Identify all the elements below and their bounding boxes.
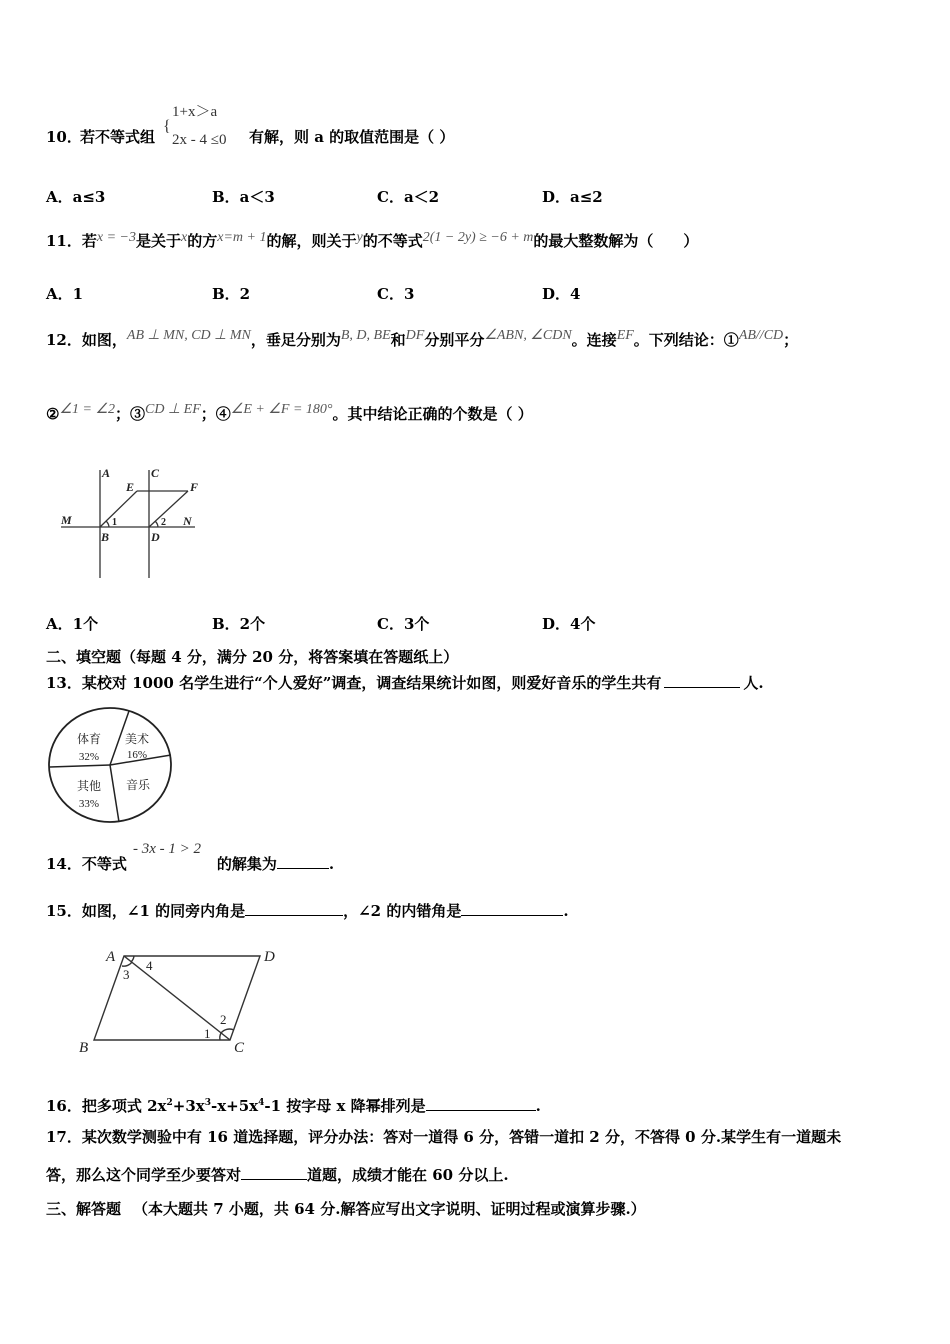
q10-suffix: 有解，则 a 的取值范围是（ ） <box>249 128 455 146</box>
q15-figure <box>74 942 286 1058</box>
label-angle-2: 2 <box>161 517 166 528</box>
q16-sup-1: 2 <box>166 1098 173 1108</box>
q11-math-5: 2(1 − 2y) ≥ −6 + m <box>422 230 534 245</box>
q12-text-5: 。连接 <box>571 331 617 349</box>
q11-option-a: A．1 <box>46 285 84 303</box>
q12-text-6: 。下列结论：① <box>633 331 739 349</box>
label-b: B <box>79 1040 89 1056</box>
pie-pct-sports: 32% <box>78 751 100 763</box>
q10-prefix: 若不等式组 <box>80 128 156 146</box>
q13 <box>46 673 764 692</box>
q11-text-4: 的解，则关于 <box>266 232 357 250</box>
q17-text-2b: 道题，成绩才能在 60 分以上. <box>307 1166 509 1184</box>
q12-math-6: AB//CD <box>738 328 784 343</box>
label-n: N <box>183 514 192 528</box>
q14-end: . <box>328 855 335 873</box>
q10-inequality-2: 2x - 4 ≤0 <box>172 132 227 148</box>
q11-math-1: x = −3 <box>96 230 136 245</box>
q10-option-b: B．a＜3 <box>212 188 275 206</box>
q12-math-5: EF <box>616 328 634 343</box>
q12-text-3: 和 <box>390 331 406 349</box>
q16-text-4: -1 按字母 x 降幂排列是 <box>264 1097 426 1115</box>
label-f: F <box>190 480 199 494</box>
q12-text-11: 。其中结论正确的个数是（ ） <box>332 405 533 423</box>
q12-math-8: ∠1 = ∠2 <box>59 402 116 417</box>
angle-1-arc <box>106 521 109 527</box>
q15 <box>46 901 569 920</box>
q11-text-3: 的方 <box>187 232 218 250</box>
q10-number: 10． <box>46 128 82 146</box>
q14-math: - 3x - 1 > 2 <box>133 841 202 857</box>
label-c: C <box>151 466 160 480</box>
q13-number: 13． <box>46 674 82 692</box>
label-angle-1: 1 <box>204 1026 211 1041</box>
pie-label-sports: 体育 <box>76 732 102 746</box>
q12-line-1 <box>46 328 799 351</box>
q10-option-d: D．a≤2 <box>542 188 603 206</box>
q11-math-2: x <box>181 230 188 245</box>
q11-text-5: 的不等式 <box>362 232 423 250</box>
label-d: D <box>151 530 160 544</box>
q13-pie-chart <box>46 705 178 825</box>
q12-number: 12． <box>46 331 82 349</box>
pie-label-art: 美术 <box>124 732 150 746</box>
q16-end: . <box>535 1097 541 1115</box>
q16-text-3: -x+5x <box>210 1097 259 1115</box>
q10-option-a: A．a≤3 <box>46 188 106 206</box>
q12-text-1: 如图， <box>81 331 127 349</box>
q12-option-d: D．4个 <box>542 615 596 633</box>
q13-text: 某校对 1000 名学生进行“个人爱好”调查，调查结果统计如图，则爱好音乐的学生共有 <box>81 674 662 692</box>
q12-line-2 <box>46 402 533 425</box>
label-m: M <box>61 513 72 527</box>
diagonal-ac <box>124 956 230 1040</box>
q12-figure <box>55 462 205 584</box>
q15-answer-blank-1[interactable] <box>245 901 343 916</box>
q12-math-3: DF <box>405 328 425 343</box>
q12-option-c: C．3个 <box>377 615 430 633</box>
q15-text-1: 如图，∠1 的同旁内角是 <box>81 902 246 920</box>
q12-text-8: ② <box>46 405 60 423</box>
q12-option-a: A．1个 <box>46 615 99 633</box>
q12-text-7: ； <box>783 331 799 349</box>
q14-answer-blank[interactable] <box>277 854 329 869</box>
q17-text-1: 某次数学测验中有 16 道选择题，评分办法：答对一道得 6 分，答错一道扣 2 分，不答得 0 分.某学生有一道题未 <box>81 1128 842 1146</box>
q11-text-2: 是关于 <box>136 232 182 250</box>
q11-option-b: B．2 <box>212 285 251 303</box>
q16 <box>46 1094 541 1115</box>
q14 <box>46 854 334 873</box>
q16-sup-2: 3 <box>204 1098 211 1108</box>
section-3-title: 三、解答题 <box>46 1200 122 1218</box>
q16-number: 16． <box>46 1097 82 1115</box>
q15-end: . <box>563 902 569 920</box>
q11-option-c: C．3 <box>377 285 415 303</box>
q11-option-d: D．4 <box>542 285 581 303</box>
q13-answer-blank[interactable] <box>664 673 740 688</box>
q12-text-9: ；③ <box>115 405 146 423</box>
label-angle-4: 4 <box>146 958 153 973</box>
q16-answer-blank[interactable] <box>426 1096 536 1111</box>
angle-4-arc <box>131 956 134 962</box>
q12-math-9: CD ⊥ EF <box>145 402 201 417</box>
section-3-note: （本大题共 7 小题，共 64 分.解答应写出文字说明、证明过程或演算步骤.） <box>133 1200 646 1218</box>
q17-number: 17． <box>46 1128 82 1146</box>
q17-line-2 <box>46 1165 509 1184</box>
q14-number: 14． <box>46 855 82 873</box>
q15-answer-blank-2[interactable] <box>461 901 563 916</box>
q10-inequality-1: 1+x＞a <box>172 104 218 120</box>
q16-text-2: +3x <box>172 1097 205 1115</box>
q11-text-6: 的最大整数解为（ ） <box>533 232 699 250</box>
q11-text-1: 若 <box>81 232 97 250</box>
q15-number: 15． <box>46 902 82 920</box>
q17-line-1 <box>46 1128 841 1146</box>
q10-option-c: C．a＜2 <box>377 188 440 206</box>
label-angle-1: 1 <box>112 517 117 528</box>
pie-pct-art: 16% <box>126 749 148 761</box>
q16-text-1: 把多项式 2x <box>81 1097 167 1115</box>
angle-1-arc <box>220 1033 221 1040</box>
label-angle-2: 2 <box>220 1012 227 1027</box>
q14-text-1: 不等式 <box>81 855 127 873</box>
pie-label-music: 音乐 <box>125 778 151 792</box>
q16-sup-3: 4 <box>258 1098 265 1108</box>
q12-option-b: B．2个 <box>212 615 266 633</box>
q13-end: 人. <box>743 674 764 692</box>
label-b: B <box>101 530 110 544</box>
q11-math-4: y <box>356 230 363 245</box>
label-e: E <box>126 480 135 494</box>
pie-label-other: 其他 <box>76 779 102 793</box>
q15-text-2: ，∠2 的内错角是 <box>343 902 462 920</box>
line-be <box>100 491 137 527</box>
q12-math-10: ∠E + ∠F = 180° <box>230 402 333 417</box>
label-a: A <box>102 466 111 480</box>
section-2-heading: 二、填空题（每题 4 分，满分 20 分，将答案填在答题纸上） <box>46 648 459 666</box>
q12-math-1: AB ⊥ MN, CD ⊥ MN <box>126 328 251 343</box>
label-a: A <box>106 949 116 965</box>
q17-answer-blank[interactable] <box>241 1165 307 1180</box>
q12-math-4: ∠ABN, ∠CDN <box>484 328 572 343</box>
angle-2-arc <box>155 521 158 527</box>
q11 <box>46 232 698 252</box>
angle-3-arc <box>122 962 132 966</box>
q12-text-4: 分别平分 <box>424 331 485 349</box>
q11-math-3: x=m + 1 <box>217 230 267 245</box>
label-angle-3: 3 <box>123 967 130 982</box>
q17-text-2a: 答，那么这个同学至少要答对 <box>46 1166 242 1184</box>
q11-number: 11． <box>46 232 82 250</box>
q12-text-10: ；④ <box>200 405 231 423</box>
q14-text-2: 的解集为 <box>216 855 277 873</box>
label-c: C <box>234 1040 245 1056</box>
section-3-heading <box>46 1200 646 1218</box>
label-d: D <box>264 949 275 965</box>
q12-text-2: ，垂足分别为 <box>250 331 341 349</box>
q12-math-2: B, D, BE <box>340 328 391 343</box>
pie-pct-other: 33% <box>78 798 100 810</box>
q10-brace: { <box>163 118 171 135</box>
